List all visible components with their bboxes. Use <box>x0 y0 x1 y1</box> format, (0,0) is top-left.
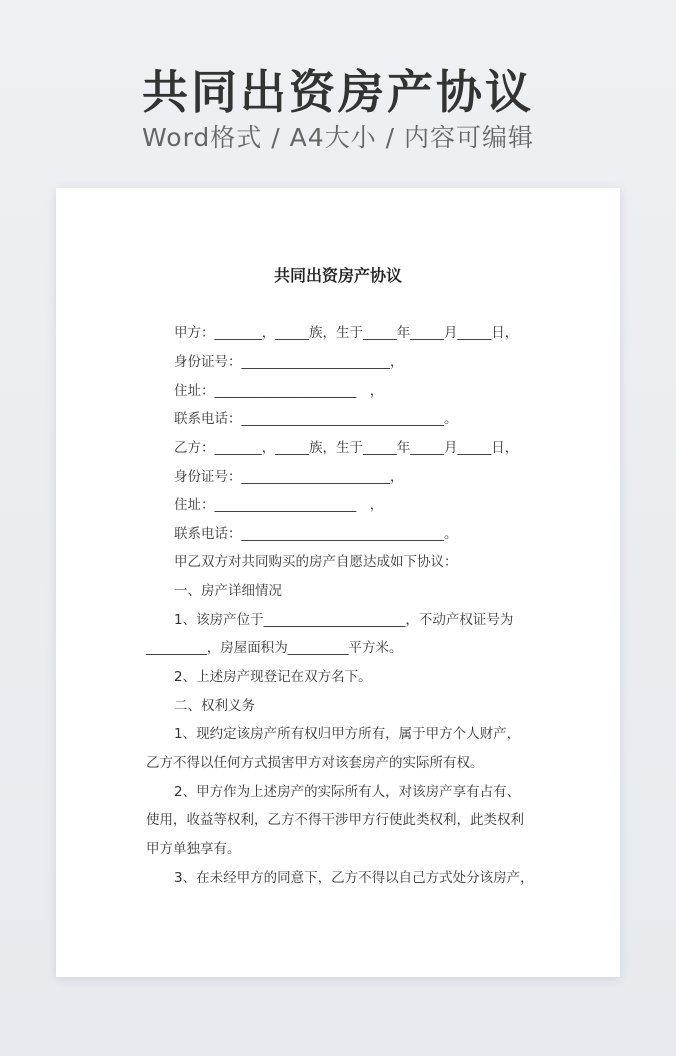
banner-title: 共同出资房产协议 <box>142 65 534 119</box>
party-a-id-line: 身份证号：______________________， <box>174 354 404 370</box>
clause-2-3: 3、在未经甲方的同意下，乙方不得以自己方式处分该房产， <box>174 870 534 886</box>
document-title: 共同出资房产协议 <box>273 266 402 285</box>
section-heading-property: 一、房产详细情况 <box>174 583 282 599</box>
party-b-name-line: 乙方：_______，_____族，生于_____年_____月_____日， <box>174 440 519 456</box>
party-a-name-line: 甲方：_______，_____族，生于_____年_____月_____日， <box>174 325 519 341</box>
party-b-address-line: 住址：_____________________ ， <box>174 497 384 513</box>
clause-2-2: 2、甲方作为上述房产的实际所有人，对该房产享有占有、 <box>174 784 521 800</box>
clause-2-2-end: 甲方单独享有。 <box>146 841 241 857</box>
party-b-phone-line: 联系电话：______________________________。 <box>174 526 458 542</box>
document-page <box>56 188 620 977</box>
party-a-phone-line: 联系电话：______________________________。 <box>174 411 458 427</box>
agreement-intro: 甲乙双方对共同购买的房产自愿达成如下协议： <box>174 554 458 570</box>
clause-1-2: 2、上述房产现登记在双方名下。 <box>174 669 372 685</box>
clause-2-2-continued: 使用，收益等权利，乙方不得干涉甲方行使此类权利，此类权利 <box>146 812 524 828</box>
clause-1-1-continued: _________，房屋面积为_________平方米。 <box>146 640 403 656</box>
banner-subtitle: Word格式 / A4大小 / 内容可编辑 <box>142 123 534 152</box>
party-a-address-line: 住址：_____________________ ， <box>174 383 384 399</box>
section-heading-rights: 二、权利义务 <box>174 698 255 714</box>
clause-1-1: 1、该房产位于_____________________，不动产权证号为 <box>174 612 514 628</box>
clause-2-1-continued: 乙方不得以任何方式损害甲方对该套房产的实际所有权。 <box>146 755 484 771</box>
clause-2-1: 1、现约定该房产所有权归甲方所有，属于甲方个人财产， <box>174 726 521 742</box>
party-b-id-line: 身份证号：______________________， <box>174 469 404 485</box>
